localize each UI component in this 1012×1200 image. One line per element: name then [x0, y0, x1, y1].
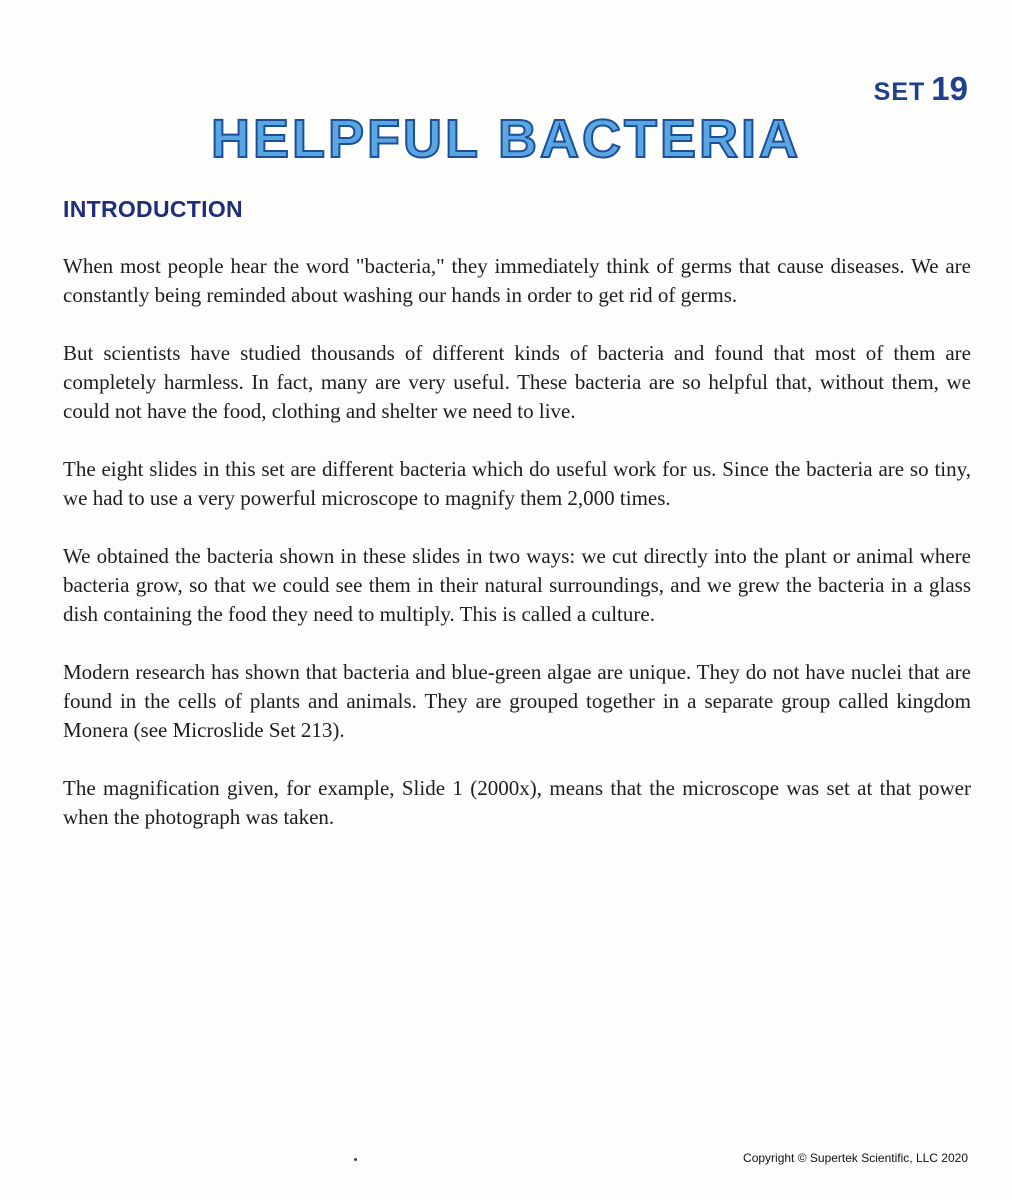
copyright-notice: Copyright © Supertek Scientific, LLC 2020 [743, 1151, 968, 1165]
paragraph: The eight slides in this set are different bacteria which do useful work for us. Since the bacteria are so tiny, we had to use a very powerful microscope to magnify them 2,000 times. [63, 457, 971, 510]
page-title: HELPFUL BACTERIA [210, 109, 801, 169]
dust-speck [354, 1158, 357, 1161]
body-text [63, 252, 971, 861]
set-label [874, 70, 968, 108]
section-heading: INTRODUCTION [63, 196, 243, 222]
paragraph: We obtained the bacteria shown in these slides in two ways: we cut directly into the plant or animal where bacteria grow, so that we could see them in their natural surroundings, and we grew the bacteria in a glass dish containing the food they need to multiply. This is called a culture. [63, 544, 971, 626]
set-word: SET [873, 78, 926, 106]
paragraph: The magnification given, for example, Slide 1 (2000x), means that the microscope was set at that power when the photograph was taken. [63, 776, 971, 829]
paragraph: But scientists have studied thousands of different kinds of bacteria and found that most of them are completely harmless. In fact, many are very useful. These bacteria are so helpful that, without them, we could not have the food, clothing and shelter we need to live. [63, 341, 971, 423]
set-number: 19 [931, 70, 968, 107]
paragraph: Modern research has shown that bacteria and blue-green algae are unique. They do not have nuclei that are found in the cells of plants and animals. They are grouped together in a separate group called kingdom Monera (see Microslide Set 213). [63, 660, 971, 742]
paragraph: When most people hear the word "bacteria," they immediately think of germs that cause diseases. We are constantly being reminded about washing our hands in order to get rid of germs. [63, 254, 971, 307]
